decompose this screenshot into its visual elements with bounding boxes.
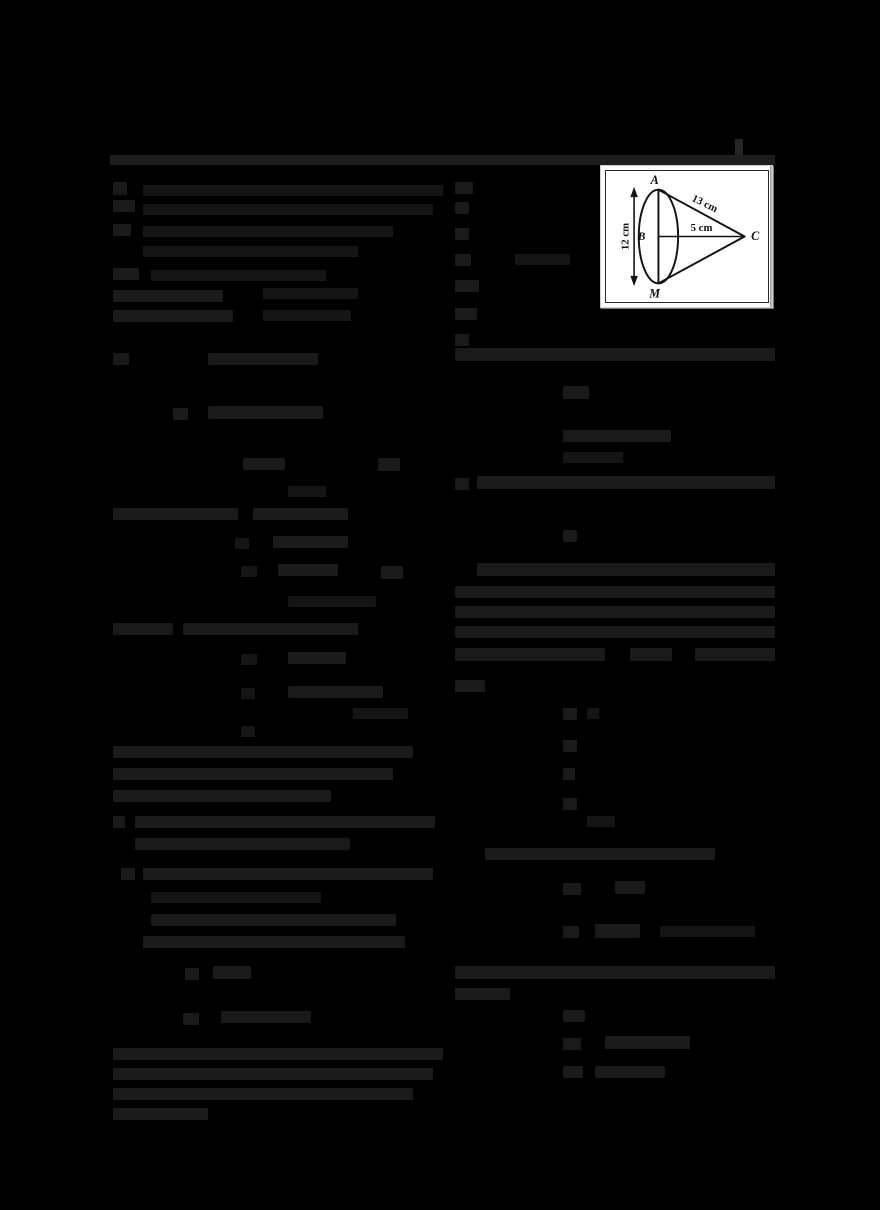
text-line bbox=[455, 228, 469, 240]
text-line bbox=[241, 654, 257, 665]
left-text-column bbox=[113, 168, 453, 1128]
header-tick-mark bbox=[735, 139, 743, 156]
text-line bbox=[113, 200, 135, 212]
text-line bbox=[563, 768, 575, 780]
text-line bbox=[121, 868, 135, 880]
text-line bbox=[143, 226, 393, 237]
text-line bbox=[455, 648, 605, 661]
text-line bbox=[208, 406, 323, 419]
text-line bbox=[183, 623, 358, 635]
text-line bbox=[563, 452, 623, 463]
text-line bbox=[615, 881, 645, 894]
text-line bbox=[113, 290, 223, 302]
text-line bbox=[135, 816, 435, 828]
text-line bbox=[278, 564, 338, 576]
text-line bbox=[113, 1108, 208, 1120]
text-line bbox=[113, 623, 173, 635]
text-line bbox=[455, 334, 469, 346]
cone-diagram bbox=[606, 171, 768, 302]
text-line bbox=[563, 1038, 581, 1050]
text-line bbox=[185, 968, 199, 980]
text-line bbox=[273, 536, 348, 548]
text-line bbox=[605, 1036, 690, 1049]
header-rule bbox=[110, 155, 775, 165]
text-line bbox=[515, 254, 570, 265]
slant-line-mc bbox=[658, 237, 744, 284]
text-line bbox=[595, 1066, 665, 1078]
text-line bbox=[455, 348, 775, 361]
label-height: 12 cm bbox=[619, 222, 632, 251]
label-point-c: C bbox=[751, 229, 760, 244]
text-line bbox=[455, 966, 775, 979]
text-line bbox=[113, 1068, 433, 1080]
label-slant: 13 cm bbox=[689, 192, 720, 216]
text-line bbox=[455, 680, 485, 692]
text-line bbox=[563, 926, 579, 938]
text-line bbox=[455, 182, 473, 194]
text-line bbox=[563, 386, 589, 399]
text-line bbox=[113, 816, 125, 828]
text-line bbox=[353, 708, 408, 719]
text-line bbox=[113, 746, 413, 758]
text-line bbox=[381, 566, 403, 579]
text-line bbox=[288, 652, 346, 664]
text-line bbox=[143, 204, 433, 215]
text-line bbox=[288, 596, 376, 607]
text-line bbox=[455, 626, 775, 638]
text-line bbox=[221, 1011, 311, 1023]
text-line bbox=[113, 790, 331, 802]
text-line bbox=[563, 1010, 585, 1022]
text-line bbox=[135, 838, 350, 850]
text-line bbox=[563, 708, 577, 720]
text-line bbox=[563, 430, 671, 442]
text-line bbox=[288, 486, 326, 497]
text-line bbox=[113, 310, 233, 322]
text-line bbox=[485, 848, 715, 860]
right-text-column bbox=[455, 168, 775, 1128]
text-line bbox=[143, 868, 433, 880]
text-line bbox=[587, 816, 615, 827]
text-line bbox=[241, 688, 255, 699]
text-line bbox=[455, 988, 510, 1000]
text-line bbox=[143, 246, 358, 257]
text-line bbox=[235, 538, 249, 549]
text-line bbox=[455, 586, 775, 598]
text-line bbox=[563, 740, 577, 752]
text-line bbox=[173, 408, 188, 420]
text-line bbox=[113, 768, 393, 780]
text-line bbox=[563, 1066, 583, 1078]
text-line bbox=[455, 254, 471, 266]
label-point-a: A bbox=[650, 173, 659, 188]
text-line bbox=[151, 914, 396, 926]
figure-panel-edge bbox=[770, 166, 773, 307]
text-line bbox=[113, 224, 131, 236]
text-line bbox=[113, 1048, 443, 1060]
text-line bbox=[630, 648, 672, 661]
figure-panel bbox=[600, 165, 773, 308]
label-point-b: B bbox=[637, 231, 646, 244]
text-line bbox=[243, 458, 285, 470]
text-line bbox=[113, 508, 238, 520]
text-line bbox=[288, 686, 383, 698]
label-point-m: M bbox=[649, 286, 661, 301]
height-arrow-up bbox=[630, 187, 637, 197]
text-line bbox=[113, 1088, 413, 1100]
text-line bbox=[113, 182, 127, 195]
text-line bbox=[455, 606, 775, 618]
text-line bbox=[563, 883, 581, 895]
text-line bbox=[477, 476, 775, 489]
text-line bbox=[113, 268, 139, 280]
text-line bbox=[563, 530, 577, 542]
text-line bbox=[241, 566, 257, 577]
text-line bbox=[183, 1013, 199, 1025]
label-radius: 5 cm bbox=[690, 221, 713, 234]
text-line bbox=[208, 353, 318, 365]
text-line bbox=[253, 508, 348, 520]
height-arrow-down bbox=[630, 276, 637, 286]
text-line bbox=[143, 936, 405, 948]
text-line bbox=[477, 563, 775, 576]
text-line bbox=[378, 458, 400, 471]
text-line bbox=[213, 966, 251, 979]
text-line bbox=[241, 726, 255, 737]
text-line bbox=[263, 288, 358, 299]
text-line bbox=[660, 926, 755, 937]
text-line bbox=[587, 708, 599, 719]
text-line bbox=[455, 202, 469, 214]
text-line bbox=[151, 270, 326, 281]
text-line bbox=[455, 308, 477, 320]
text-line bbox=[695, 648, 775, 661]
text-line bbox=[563, 798, 577, 810]
text-line bbox=[455, 478, 469, 490]
text-line bbox=[263, 310, 351, 321]
text-line bbox=[143, 185, 443, 196]
text-line bbox=[151, 892, 321, 903]
text-line bbox=[455, 280, 479, 292]
text-line bbox=[595, 924, 640, 938]
text-line bbox=[113, 353, 129, 365]
figure-frame bbox=[605, 170, 769, 303]
